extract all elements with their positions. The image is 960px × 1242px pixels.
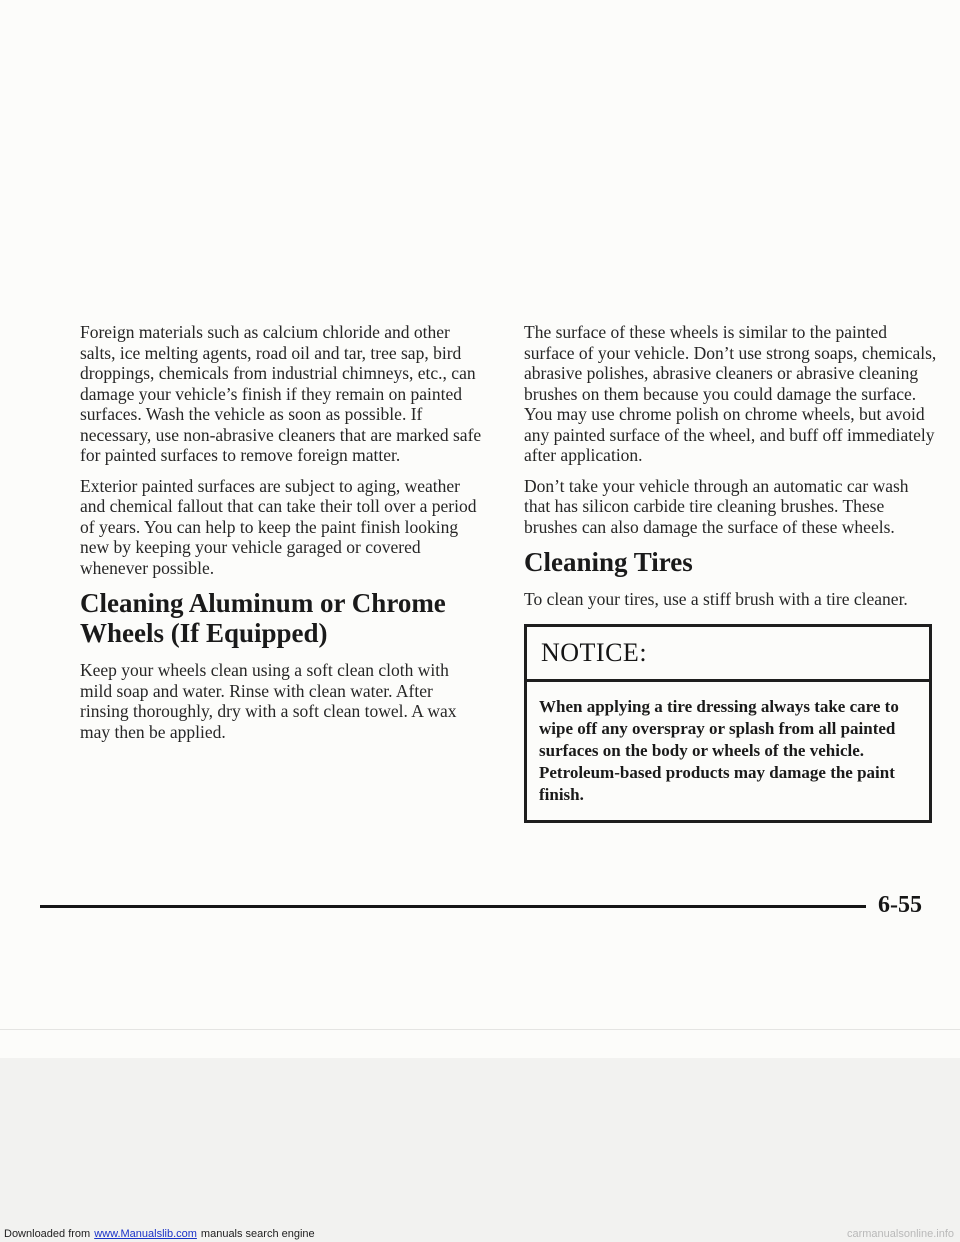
right-paragraph-wheel-surface: The surface of these wheels is similar to the painted surface of your vehicle. Don’t use strong soaps, chemicals, abrasive polishes, abrasive cleaners or abrasive cleaning brushes on them because you could damage the surface. You may use chrome polish on chrome wheels, but avoid any painted surface of the wheel, and buff off immediately after application. bbox=[524, 322, 937, 465]
right-column bbox=[524, 322, 938, 823]
right-paragraph-clean-tires: To clean your tires, use a stiff brush with a tire cleaner. bbox=[524, 589, 908, 609]
manualslib-link[interactable]: www.Manualslib.com bbox=[94, 1228, 197, 1240]
notice-box bbox=[524, 624, 932, 823]
footer-prefix: Downloaded from bbox=[4, 1228, 91, 1240]
footer-suffix: manuals search engine bbox=[200, 1228, 315, 1240]
left-paragraph-keep-wheels-clean: Keep your wheels clean using a soft clean cloth with mild soap and water. Rinse with clean water. After rinsing thoroughly, dry with a soft clean towel. A wax may then be applied. bbox=[80, 660, 457, 742]
footer-rule bbox=[40, 905, 866, 908]
left-column bbox=[80, 322, 482, 752]
watermark-text: carmanualsonline.info bbox=[846, 1228, 954, 1240]
right-paragraph-car-wash: Don’t take your vehicle through an automatic car wash that has silicon carbide tire cleaning brushes. These brushes can also damage the surface of these wheels. bbox=[524, 475, 909, 537]
download-footer bbox=[0, 1226, 960, 1242]
left-paragraph-exterior-surfaces: Exterior painted surfaces are subject to aging, weather and chemical fallout that can take their toll over a period of years. You can help to keep the paint finish looking new by keeping your vehicle garaged or covered whenever possible. bbox=[80, 475, 477, 578]
left-paragraph-foreign-materials: Foreign materials such as calcium chloride and other salts, ice melting agents, road oil and tar, tree sap, bird droppings, chemicals from industrial chimneys, etc., can damage your vehicle’s finish if they remain on painted surfaces. Wash the vehicle as soon as possible. If necessary, use non-abrasive cleaners that are marked safe for painted surfaces to remove foreign matter. bbox=[80, 322, 482, 465]
heading-cleaning-tires: Cleaning Tires bbox=[524, 547, 693, 577]
notice-body: When applying a tire dressing always take care to wipe off any overspray or splash from all painted surfaces on the body or wheels of the vehicle. Petroleum-based products may damage the paint finish. bbox=[539, 696, 899, 804]
faint-divider bbox=[0, 1029, 960, 1030]
notice-title: NOTICE: bbox=[527, 627, 929, 682]
heading-cleaning-wheels: Cleaning Aluminum or Chrome Wheels (If Equipped) bbox=[80, 588, 446, 648]
page-number: 6-55 bbox=[878, 892, 922, 918]
page-lower-band bbox=[0, 1058, 960, 1242]
